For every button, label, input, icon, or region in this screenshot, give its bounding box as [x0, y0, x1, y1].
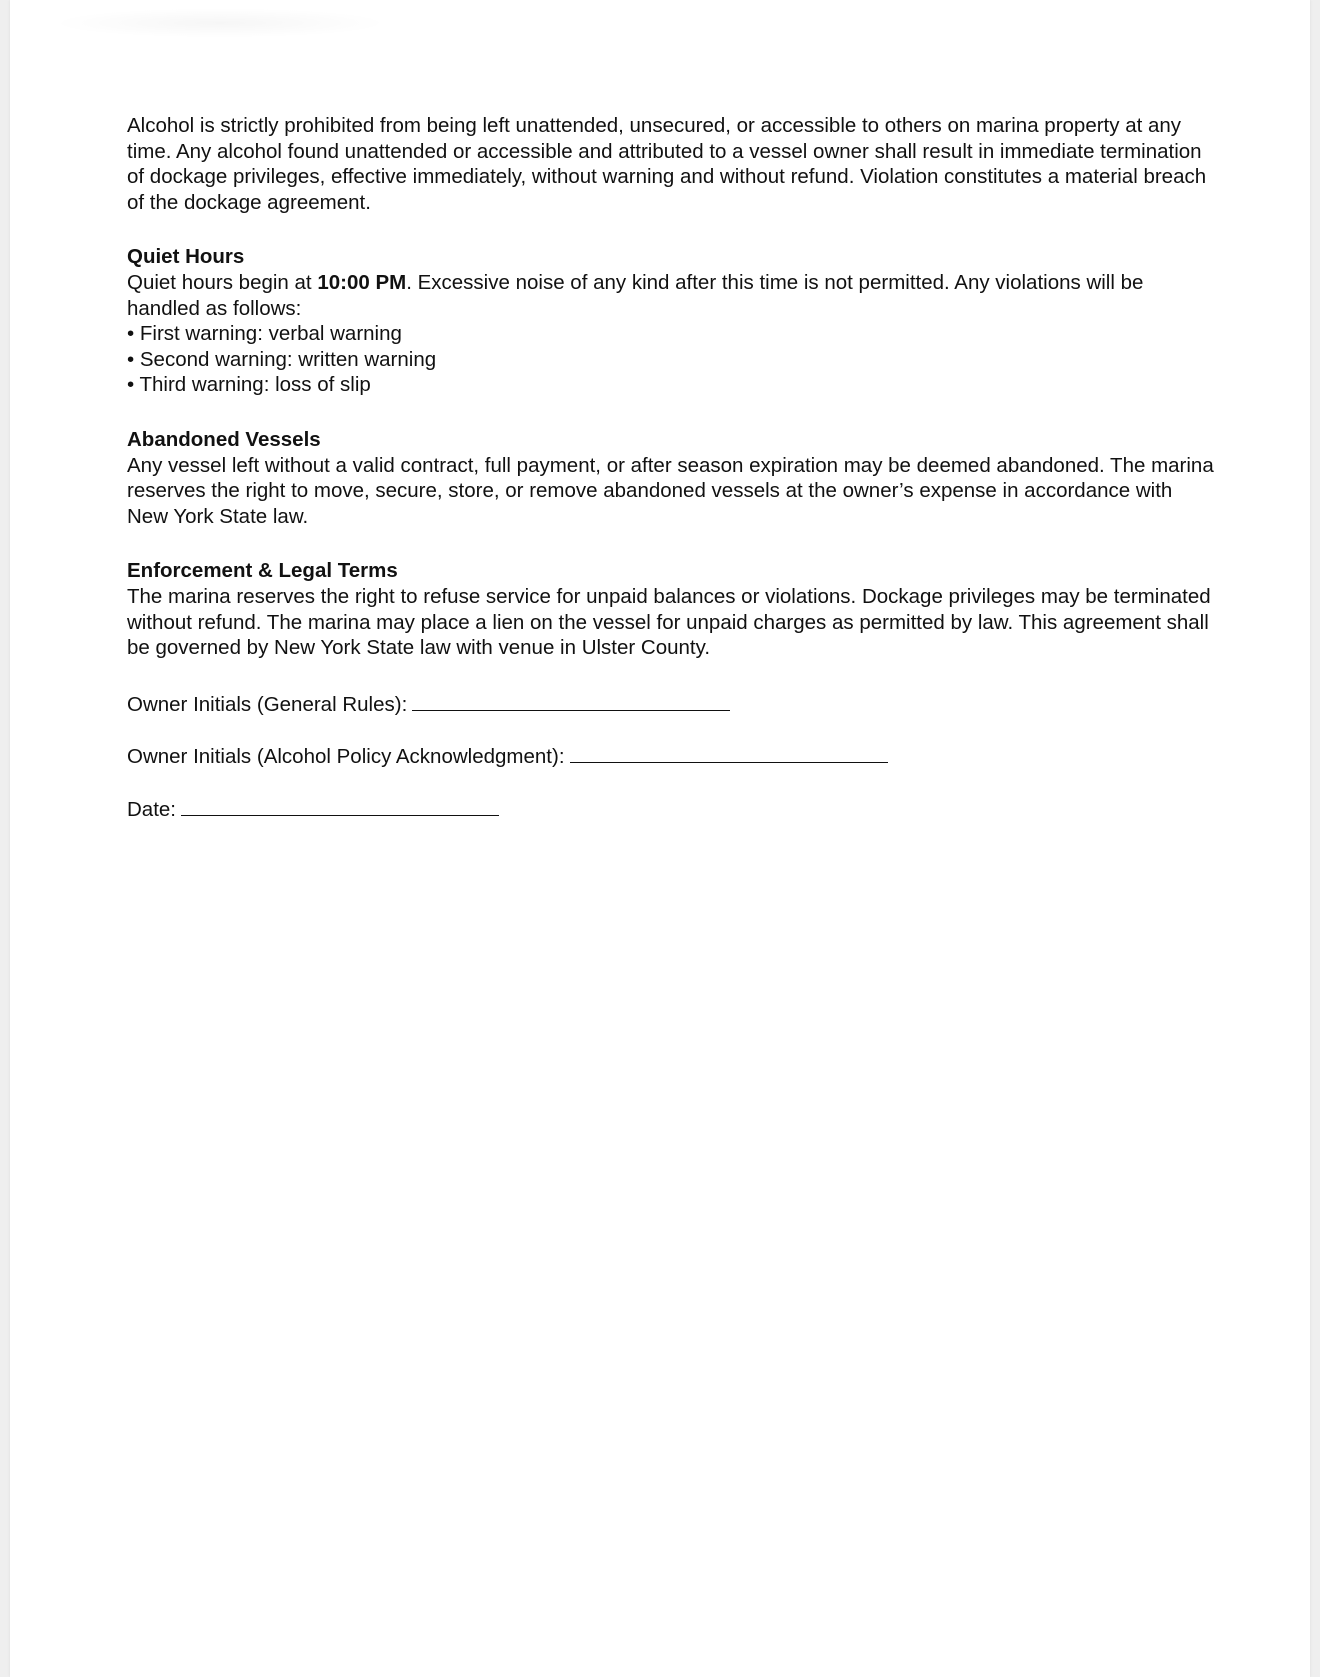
document-page [10, 0, 1310, 1677]
date-row [127, 795, 1217, 823]
warning-list [127, 321, 1217, 398]
date-line[interactable] [181, 795, 499, 816]
abandoned-vessels-body: Any vessel left without a valid contract, full payment, or after season expiration may be deemed abandoned. The marina reserves the right to move, secure, store, or remove abandoned vessels at the owner’s expense in accordance with New York State law. [127, 453, 1214, 528]
alcohol-policy-initials-line[interactable] [570, 742, 888, 763]
general-rules-initials-row [127, 690, 1217, 718]
quiet-hours-time: 10:00 PM [317, 270, 407, 294]
abandoned-vessels-heading: Abandoned Vessels [127, 427, 321, 451]
list-item: • Second warning: written warning [127, 347, 437, 371]
general-rules-initials-label: Owner Initials (General Rules): [127, 692, 408, 716]
date-label: Date: [127, 797, 176, 821]
document-body [127, 113, 1217, 822]
alcohol-policy-initials-row [127, 742, 1217, 770]
list-item: • First warning: verbal warning [127, 322, 402, 346]
scan-shadow [50, 8, 390, 38]
alcohol-policy-initials-label: Owner Initials (Alcohol Policy Acknowledgment): [127, 745, 565, 769]
quiet-hours-heading: Quiet Hours [127, 245, 245, 269]
quiet-hours-intro-after: . Excessive noise of any kind after this time is not permitted. Any violations will be handled as follows: [127, 270, 1144, 320]
enforcement-section [127, 558, 1217, 660]
abandoned-vessels-section [127, 427, 1217, 529]
quiet-hours-intro [127, 270, 1217, 321]
quiet-hours-section [127, 244, 1217, 398]
enforcement-heading: Enforcement & Legal Terms [127, 559, 398, 583]
enforcement-body: The marina reserves the right to refuse service for unpaid balances or violations. Dockage privileges may be terminated without refund. The marina may place a lien on the vessel for unpaid charges as permitted by law. This agreement shall be governed by New York State law with venue in Ulster County. [127, 584, 1211, 660]
quiet-hours-intro-before: Quiet hours begin at [127, 270, 318, 294]
list-item: • Third warning: loss of slip [127, 373, 371, 397]
alcohol-policy-paragraph: Alcohol is strictly prohibited from being left unattended, unsecured, or accessible to others on marina property at any time. Any alcohol found unattended or accessible and attributed to a vessel owner shall result in immediate termination of dockage privileges, effective immediately, without warning and without refund. Violation constitutes a material breach of the dockage agreement. [127, 114, 1207, 214]
general-rules-initials-line[interactable] [412, 690, 730, 711]
